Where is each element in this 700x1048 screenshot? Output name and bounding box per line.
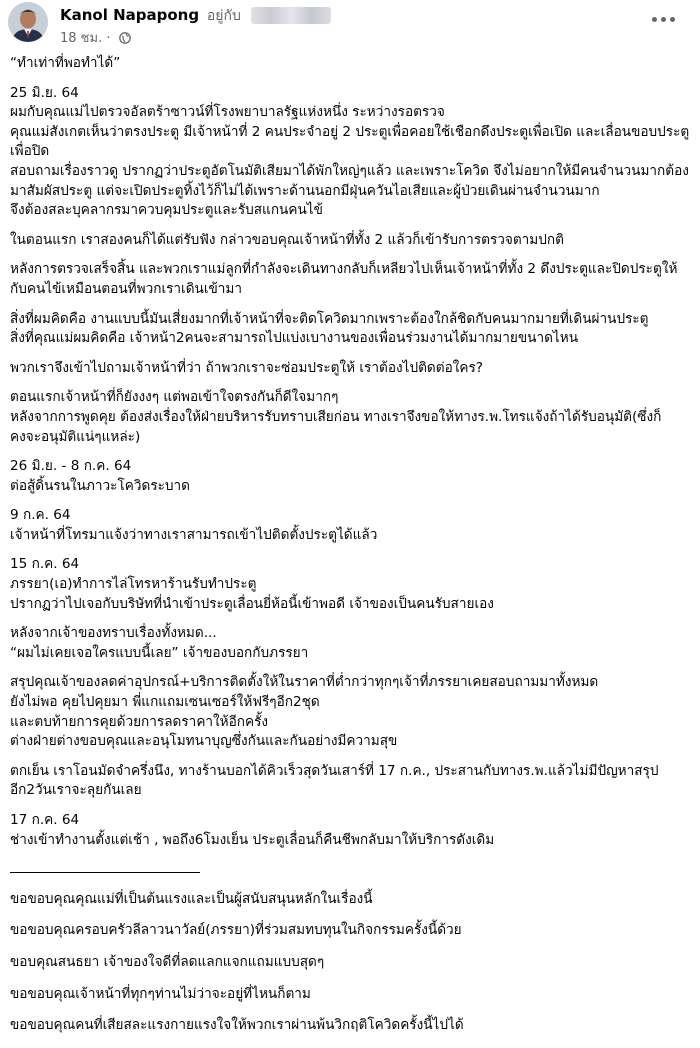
paragraph (10, 310, 692, 349)
thanks-line: ขอขอบคุณครอบครัวลีลาวนาวัลย์(ภรรยา)ที่ร่วมสมทบทุนในกิจกรรมครั้งนี้ด้วย (10, 922, 462, 939)
paragraph-line: สิ่งที่ผมคิดคือ งานแบบนี้มันเสี่ยงมากที่เจ้าหน้าที่จะติดโควิดมากเพราะต้องใกล้ชิดกับคนมากมายที่เดินผ่านประตู (10, 310, 649, 327)
paragraph-line: สอบถามเรื่องราวดู ปรากฏว่าประตูอัตโนมัติเสียมาได้พักใหญ่ๆแล้ว และเพราะโควิด จึงไม่อยากให้มีคนจำนวนมากต้องมาสัมผัสประตู แต่จะเปิดประตูทิ้งไว้ก็ไม่ได้เพราะด้านนอกมีฝุ่นควันไอเสียและผู้ป่วยเดินผ่านจำนวนมาก (10, 162, 689, 199)
author-name[interactable]: Kanol Napapong (60, 6, 200, 24)
thanks-line: ขอขอบคุณคนที่เสียสละแรงกายแรงใจให้พวกเราผ่านพ้นวิกฤติโควิดครั้งนี้ไปได้ (10, 1017, 464, 1034)
paragraph (10, 811, 692, 850)
paragraph-line: ต่างฝ่ายต่างขอบคุณและอนุโมทนาบุญซึ่งกันและกันอย่างมีความสุข (10, 733, 398, 750)
thanks-list (10, 890, 692, 1036)
paragraph-line: 26 มิ.ย. - 8 ก.ค. 64 (10, 458, 132, 475)
paragraph (10, 84, 692, 221)
paragraph (10, 762, 692, 801)
paragraph-line: ช่างเข้าทำงานตั้งแต่เช้า , พอถึง6โมงเย็น ประตูเลื่อนก็คืนชีพกลับมาให้บริการดังเดิม (10, 831, 495, 848)
avatar[interactable] (8, 2, 48, 42)
paragraph (10, 388, 692, 447)
with-label: อยู่กับ (206, 8, 241, 24)
paragraph (10, 231, 692, 251)
post-header (8, 2, 700, 54)
thanks-line: ขอบคุณสนธยา เจ้าของใจดีที่ลดแลกแจกแถมแบบสุดๆ (10, 953, 325, 970)
paragraph (10, 555, 692, 614)
profile-photo-icon (8, 2, 48, 42)
paragraph-line: หลังจากเจ้าของทราบเรื่องทั้งหมด... (10, 625, 217, 642)
paragraph-line: คุณแม่สังเกตเห็นว่าตรงประตู มีเจ้าหน้าที่ 2 คนประจำอยู่ 2 ประตูเพื่อคอยใช้เชือกดึงประตูเพื่อเปิด และเลื่อนขอบประตูเพื่อปิด (10, 123, 690, 160)
paragraph-line: หลังจากการพูดคุย ต้องส่งเรื่องให้ฝ่ายบริหารรับทราบเสียก่อน ทางเราจึงขอให้ทางร.พ.โทรแจ้งถ้าได้รับอนุมัติ(ซึ่งก็คงจะอนุมัติแน่ๆแหล่ะ) (10, 408, 662, 445)
paragraph (10, 624, 692, 663)
meta-separator: · (106, 31, 111, 46)
paragraph (10, 359, 692, 379)
paragraph-line: ตกเย็น เราโอนมัดจำครึ่งนึง, ทางร้านบอกได้คิวเร็วสุดวันเสาร์ที่ 17 ก.ค., ประสานกับทางร.พ.แล้วไม่มีปัญหาสรุปอีก2วันเราจะลุยกันเลย (10, 762, 659, 799)
post-time[interactable]: 18 ชม. (60, 31, 103, 46)
paragraph-line: ปรากฏว่าไปเจอกับบริษัทที่นำเข้าประตูเลื่อนยี่ห้อนี้เข้าพอดี เจ้าของเป็นคนรับสายเอง (10, 595, 494, 612)
paragraph (10, 260, 692, 299)
thanks-line: ขอขอบคุณเจ้าหน้าที่ทุกๆท่านไม่ว่าจะอยู่ที่ไหนก็ตาม (10, 985, 311, 1002)
paragraph-line: เจ้าหน้าที่โทรมาแจ้งว่าทางเราสามารถเข้าไปติดตั้งประตูได้แล้ว (10, 526, 378, 543)
paragraph-line: 9 ก.ค. 64 (10, 507, 71, 524)
paragraph-line: ยังไม่พอ คุยไปคุยมา พี่แกแถมเซนเซอร์ให้ฟรีๆอีก2ชุด (10, 694, 320, 711)
paragraph-line: ต่อสู้ดิ้นรนในภาวะโควิดระบาด (10, 477, 191, 494)
paragraph-line: สรุปคุณเจ้าของลดค่าอุปกรณ์+บริการติดตั้งให้ในราคาที่ต่ำกว่าทุกๆเจ้าที่ภรรยาเคยสอบถามมาทั้งหมด (10, 674, 599, 691)
paragraph-line: “ผมไม่เคยเจอใครแบบนี้เลย” เจ้าของบอกกับภรรยา (10, 644, 309, 661)
paragraph-line: 15 ก.ค. 64 (10, 556, 80, 573)
paragraph-line: ภรรยา(เอ)ทำการไล่โทรหาร้านรับทำประตู (10, 576, 257, 593)
paragraph-line: พวกเราจึงเข้าไปถามเจ้าหน้าที่ว่า ถ้าพวกเราจะซ่อมประตูให้ เราต้องไปติดต่อใคร? (10, 359, 483, 376)
paragraph-line: ตอนแรกเจ้าหน้าที่ก็ยังงงๆ แต่พอเข้าใจตรงกันก็ดีใจมากๆ (10, 389, 339, 406)
post-author-line (60, 5, 331, 27)
post-title: “ทำเท่าที่พอทำได้” (10, 55, 121, 71)
paragraph-line: ในตอนแรก เราสองคนก็ได้แต่รับฟัง กล่าวขอบคุณเจ้าหน้าที่ทั้ง 2 แล้วก็เข้ารับการตรวจตามปกติ (10, 231, 564, 248)
post-meta (60, 27, 131, 48)
paragraph (10, 506, 692, 545)
globe-icon (119, 32, 131, 48)
paragraph-line: ผมกับคุณแม่ไปตรวจอัลตร้าซาวน์ที่โรงพยาบาลรัฐแห่งหนึ่ง ระหว่างรอตรวจ (10, 104, 445, 121)
blurred-tagged-name (251, 7, 331, 24)
paragraph-line: และตบท้ายการคุยด้วยการลดราคาให้อีกครั้ง (10, 713, 269, 730)
more-options-icon[interactable] (648, 8, 678, 30)
paragraph-line: สิ่งที่คุณแม่ผมคิดคือ เจ้าหน้า2คนจะสามารถไปแบ่งเบางานของเพื่อนร่วมงานได้มากมายขนาดไหน (10, 330, 579, 347)
paragraph (10, 457, 692, 496)
paragraph-line: หลังการตรวจเสร็จสิ้น และพวกเราแม่ลูกที่กำลังจะเดินทางกลับก็เหลียวไปเห็นเจ้าหน้าที่ทั้ง 2 ดึงประตูและปิดประตูให้กับคนไข้เหมือนตอนที่พวกเราเดินเข้ามา (10, 261, 678, 297)
paragraph-line: จึงต้องสละบุคลากรมาควบคุมประตูและรับสแกนคนไข้ (10, 202, 323, 219)
post-paragraphs (10, 84, 692, 851)
thanks-line: ขอขอบคุณคุณแม่ที่เป็นต้นแรงและเป็นผู้สนับสนุนหลักในเรื่องนี้ (10, 890, 373, 907)
paragraph (10, 673, 692, 751)
paragraph-line: 25 มิ.ย. 64 (10, 84, 79, 101)
paragraph-line: 17 ก.ค. 64 (10, 812, 80, 828)
post-body (10, 54, 692, 1048)
divider (10, 860, 692, 880)
